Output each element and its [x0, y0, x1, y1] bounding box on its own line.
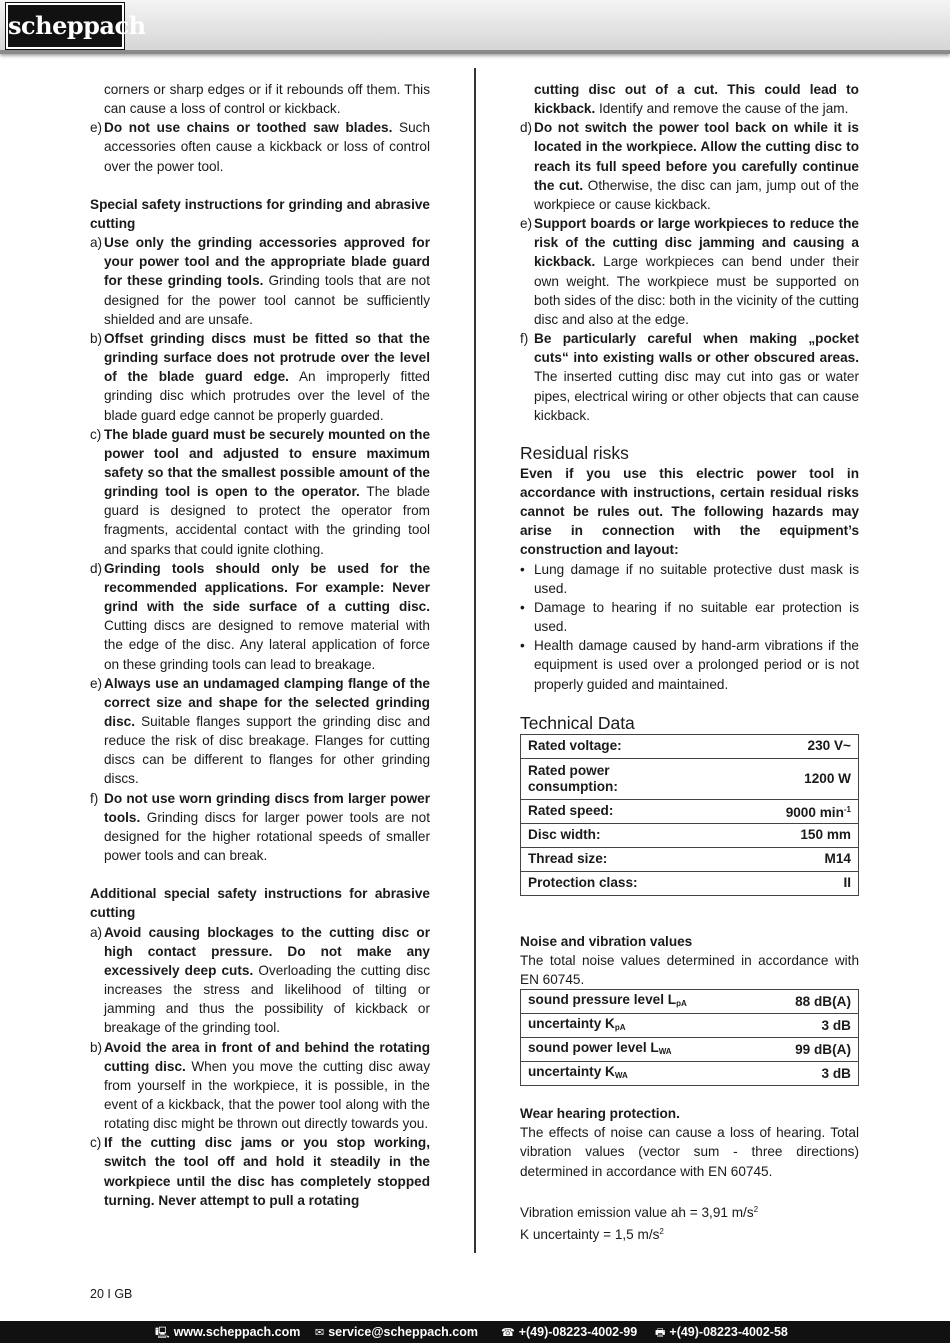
item-text: The inserted cutting disc may cut into gas or water pipes, electrical wiring or other objects that can cause kickback. [534, 369, 859, 423]
footer-email[interactable]: ✉ service@scheppach.com [315, 1325, 478, 1339]
list-marker: b) [90, 1039, 103, 1055]
paragraph: corners or sharp edges or if it rebounds off them. This can cause a loss of control or kickback. [104, 82, 430, 117]
table-value: 88 dB(A) [761, 990, 859, 1014]
phone-icon: ☎ [501, 1327, 515, 1339]
list-marker: e) [520, 216, 533, 232]
table-row [521, 871, 859, 895]
table-label: uncertainty $K_{pA}$ [521, 1014, 761, 1038]
list-marker: f) [520, 331, 529, 347]
item-text: Grinding tools that are not designed for the power tool cannot be sufficiently shielded and are unsafe. [104, 273, 430, 327]
table-row [521, 1014, 859, 1038]
wear-hearing-heading: Wear hearing protection. [520, 1106, 680, 1122]
table-row [521, 1062, 859, 1086]
noise-heading: Noise and vibration values [520, 933, 693, 949]
table-value: 3 dB [761, 1014, 859, 1038]
table-label: Protection class: [521, 871, 706, 895]
list-item [90, 118, 430, 175]
grinding-list [90, 233, 430, 865]
item-bold-text: Do not use worn grinding discs from larger power tools. [104, 790, 430, 825]
footer-phone: ☎ +(49)-08223-4002-99 [501, 1325, 638, 1339]
list-item [520, 118, 859, 214]
item-text: Overloading the cutting disc increases the stress and likelihood of tilting or jamming and thus the possibility of kickback or breakage of the grinding tool. [104, 962, 431, 1036]
table-row [521, 823, 859, 847]
item-text: An improperly fitted grinding disc which protrudes over the level of the blade guard edge cannot be properly guarded. [104, 369, 430, 423]
fax-icon: 🖶 [655, 1327, 666, 1339]
bullet-glyph: • [520, 561, 525, 577]
wear-hearing-text: The effects of noise can cause a loss of hearing. Total vibration values (vector sum - three directions) determined in accordance with EN 60745. [520, 1125, 859, 1179]
table-label: Disc width: [521, 823, 706, 847]
vibration-emission: Vibration emission value ah = 3,91 $m/s^2$ [520, 1204, 759, 1220]
footer-website[interactable]: 🖳 www.scheppach.com [155, 1325, 301, 1339]
item-bold-text: The blade guard must be securely mounted on the power tool and adjusted to ensure maximum safety so that the smallest possible amount of the grinding tool is open to the operator. [104, 426, 430, 500]
table-row [521, 734, 859, 758]
cutting-list [90, 923, 430, 1210]
table-value: 9000 $\min^{-1}$ [705, 799, 859, 823]
list-item [90, 1133, 430, 1210]
right-column [520, 80, 859, 1244]
item-bold-text: cutting disc out of a cut. This could lead to kickback. [534, 82, 859, 117]
bullet-item [520, 636, 859, 693]
list-marker: a) [90, 924, 103, 940]
item-bold-text: Grinding tools should only be used for the recommended applications. For example: Never grind with the side surface of a cutting disc. [104, 560, 430, 615]
table-label: uncertainty $K_{WA}$ [521, 1062, 761, 1086]
item-bold-text: Avoid causing blockages to the cutting disc or high contact pressure. Do not make any excessively deep cuts. [104, 924, 430, 978]
table-value: II [705, 871, 859, 895]
item-text: Otherwise, the disc can jam, jump out of the workpiece or cause kickback. [534, 177, 859, 212]
table-row [521, 847, 859, 871]
page-footer [0, 1321, 950, 1343]
list-item [90, 425, 430, 559]
table-value: M14 [705, 847, 859, 871]
cutting-list-continued [520, 118, 859, 425]
bullet-text: Lung damage if no suitable protective dust mask is used. [534, 561, 859, 596]
table-label: Thread size: [521, 847, 706, 871]
table-value: 1200 W [705, 758, 859, 799]
item-text: When you move the cutting disc away from yourself in the workpiece, it is possible, in the event of a kickback, that the power tool along with the rotating disc might be thrown out directly towards you. [104, 1058, 430, 1132]
list-marker: e) [90, 120, 103, 136]
scheppach-logo: scheppach [6, 3, 124, 49]
technical-data-table [520, 734, 859, 896]
mail-icon: ✉ [315, 1327, 325, 1339]
item-text: The blade guard is designed to protect the operator from fragments, accidental contact with the grinding tool and sparks that could ignite clothing. [104, 484, 430, 557]
table-value: 99 dB(A) [761, 1038, 859, 1062]
noise-table [520, 989, 859, 1086]
table-row [521, 1038, 859, 1062]
table-value: 230 V~ [705, 734, 859, 758]
item-bold-text: Use only the grinding accessories approved for your power tool and the appropriate blade guard for these grinding tools. [104, 235, 430, 289]
table-label: sound pressure level $L_{pA}$ [521, 990, 761, 1014]
item-text: Suitable flanges support the grinding disc and reduce the risk of disc breakage. Flanges for cutting discs can be different to flanges for other grinding discs. [104, 714, 430, 787]
list-marker: d) [90, 560, 103, 576]
column-divider [474, 68, 476, 1253]
item-bold-text: Avoid the area in front of and behind the rotating cutting disc. [104, 1039, 430, 1074]
list-item [90, 789, 430, 866]
list-marker: a) [90, 235, 103, 251]
list-item [90, 1038, 430, 1134]
bullet-item [520, 598, 859, 636]
bullet-glyph: • [520, 599, 525, 615]
list-marker: d) [520, 120, 533, 136]
technical-data-heading: Technical Data [520, 712, 635, 733]
list-marker: c) [90, 426, 102, 442]
item-text: Large workpieces can bend under their own weight. The workpiece must be supported on both sides of the disc: both in the vicinity of the cutting disc and also at the edge. [534, 254, 859, 327]
list-item [90, 923, 430, 1038]
section-heading: Additional special safety instructions for abrasive cutting [90, 886, 430, 921]
table-label: Rated voltage: [521, 734, 706, 758]
list-marker: e) [90, 675, 103, 691]
item-bold-text: Do not use chains or toothed saw blades. [104, 120, 393, 136]
item-bold-text: Be particularly careful when making „pocket cuts“ into existing walls or other obscured areas. [534, 331, 859, 366]
bullet-item [520, 560, 859, 598]
residual-intro: Even if you use this electric power tool in accordance with instructions, certain residual risks cannot be rules out. The following hazards may arise in connection with the equipment’s construction and layout: [520, 465, 859, 558]
item-text: Such accessories often cause a kickback or loss of control over the power tool. [104, 120, 431, 174]
list-item [520, 329, 859, 425]
list-marker: f) [90, 790, 99, 806]
computer-icon: 🖳 [155, 1327, 170, 1339]
left-column [90, 80, 430, 1210]
paragraph [520, 80, 859, 118]
item-text: Grinding discs for larger power tools are not designed for the higher rotational speeds of smaller power tools and can break. [104, 809, 430, 864]
item-text: Cutting discs are designed to remove material with the edge of the disc. Any lateral application of force on these grinding tools can lead to breakage. [104, 618, 430, 672]
table-row [521, 990, 859, 1014]
item-text: Identify and remove the cause of the jam. [595, 101, 849, 117]
list-item [90, 559, 430, 674]
item-bold-text: If the cutting disc jams or you stop working, switch the tool off and hold it steadily in the workpiece until the disc has completely stopped turning. Never attempt to pull a rotating [104, 1135, 430, 1208]
page-number: 20 I GB [90, 1287, 133, 1301]
bullet-glyph: • [520, 638, 525, 654]
list-marker: b) [90, 330, 103, 346]
table-row [521, 799, 859, 823]
table-row [521, 758, 859, 799]
item-bold-text: Support boards or large workpieces to reduce the risk of the cutting disc jamming and causing a kickback. [534, 216, 859, 270]
page-header [0, 0, 950, 54]
noise-intro: The total noise values determined in accordance with EN 60745. [520, 952, 859, 987]
residual-risks-heading: Residual risks [520, 442, 629, 463]
bullet-text: Damage to hearing if no suitable ear protection is used. [534, 599, 859, 635]
list-item [90, 674, 430, 789]
residual-bullet-list [520, 560, 859, 694]
footer-fax: 🖶 +(49)-08223-4002-58 [655, 1325, 788, 1339]
table-label: Rated speed: [521, 799, 706, 823]
table-value: 3 dB [761, 1062, 859, 1086]
table-label: sound power level $L_{WA}$ [521, 1038, 761, 1062]
list-item [520, 214, 859, 329]
list-item [90, 329, 430, 425]
list-item [90, 233, 430, 329]
item-bold-text: Offset grinding discs must be fitted so that the grinding surface does not protrude over the level of the blade guard edge. [104, 330, 430, 385]
table-value: 150 mm [705, 823, 859, 847]
vibration-uncertainty: K uncertainty = 1,5 $m/s^2$ [520, 1226, 664, 1242]
item-bold-text: Always use an undamaged clamping flange of the correct size and shape for the selected grinding disc. [104, 675, 430, 729]
table-label: Rated power consumption: [521, 758, 706, 799]
bullet-text: Health damage caused by hand-arm vibrations if the equipment is used over a prolonged period or is not properly guided and maintained. [534, 638, 859, 692]
section-heading: Special safety instructions for grinding and abrasive cutting [90, 196, 430, 231]
list-marker: c) [90, 1135, 102, 1151]
item-bold-text: Do not switch the power tool back on while it is located in the workpiece. Allow the cutting disc to reach its full speed before you carefully continue the cut. [534, 120, 859, 193]
